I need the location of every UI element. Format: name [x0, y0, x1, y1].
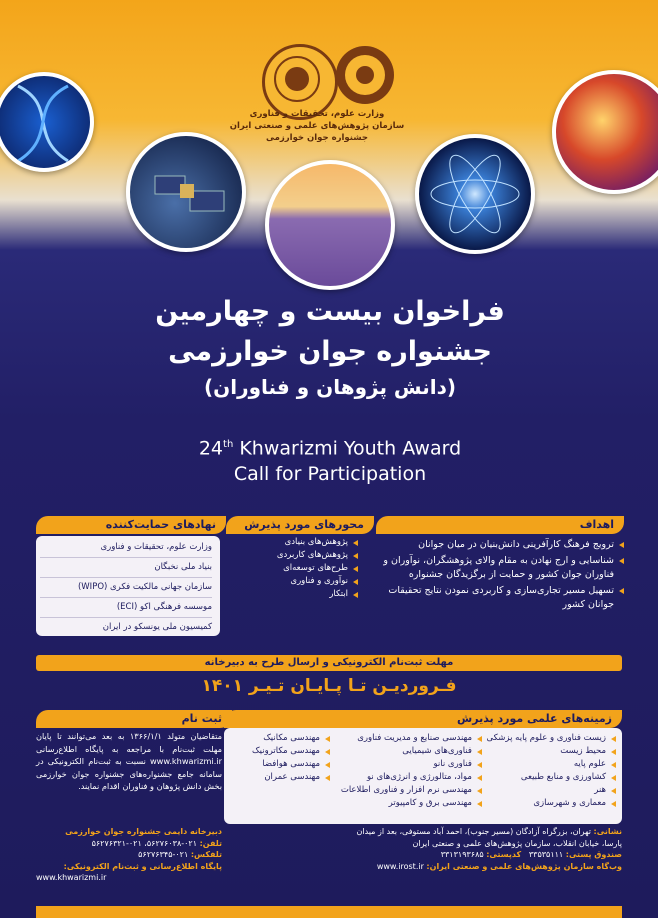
axis-item: پژوهش‌های کاربردی: [236, 549, 358, 562]
supporter-item: بنیاد ملی نخبگان: [40, 558, 212, 578]
field-item: زیست فناوری و علوم پایه پزشکی: [482, 732, 616, 745]
lavender-field-image: [265, 160, 395, 290]
field-item: مهندسی عمران: [230, 771, 330, 784]
field-item: هنر: [482, 784, 616, 797]
address-label: نشانی:: [593, 827, 622, 836]
fields-heading: زمینه‌های علمی مورد پذیرش: [224, 710, 622, 728]
registration-heading: ثبت نام: [36, 710, 232, 728]
title-en-line-2: Call for Participation: [233, 463, 427, 486]
postbox: ۳۳۵۳۵۱۱۱: [528, 850, 564, 859]
ministry-text: [228, 108, 406, 144]
title-en-sup: th: [223, 439, 234, 450]
deadline-label: مهلت ثبت‌نام الکترونیکی و ارسال طرح به دبیرخانه: [204, 657, 454, 668]
goal-item: تسهیل مسیر تجاری‌سازی و کاربردی نمودن نتایج تحقیقات جوانان کشور: [372, 584, 624, 612]
field-item: معماری و شهرسازی: [482, 797, 616, 810]
field-item: فناوری‌های شیمیایی: [330, 745, 482, 758]
fax: ۰۲۱-۵۶۲۷۶۳۴۵: [138, 850, 189, 859]
axis-item: طرح‌های توسعه‌ای: [236, 562, 358, 575]
ministry-line-2: سازمان پژوهش‌های علمی و صنعتی ایران: [229, 121, 405, 131]
title-block: [80, 292, 580, 402]
title-en-line-1: [80, 432, 580, 461]
axes-list: [236, 536, 358, 601]
goals-heading: اهداف: [376, 516, 624, 534]
supporter-item: موسسه فرهنگی اکو (ECI): [40, 598, 212, 618]
phone-label: تلفن:: [199, 838, 222, 848]
field-item: کشاورزی و منابع طبیعی: [482, 771, 616, 784]
title-en-num: 24: [198, 437, 224, 460]
supporter-item: وزارت علوم، تحقیقات و فناوری: [40, 538, 212, 558]
fax-label: تلفکس:: [190, 850, 222, 859]
portal-link[interactable]: www.khwarizmi.ir: [36, 873, 107, 882]
fields-col-1: [482, 732, 616, 810]
address: تهران، بزرگراه آزادگان (مسیر جنوب)، احمد آباد مستوفی، بعد از میدان پارسا، خیابان انقلاب، سازمان پژوهش‌های علمی و صنعتی ایران: [356, 827, 622, 848]
supporters-heading: نهادهای حمایت‌کننده: [36, 516, 226, 534]
deadline-date: فـروردیـن تـا پـایـان تـیـر ۱۴۰۱: [201, 676, 457, 696]
supporters-panel: [36, 536, 220, 636]
title-fa-line-3: (دانش پژوهان و فناوران): [204, 375, 456, 399]
fields-col-3: [230, 732, 330, 810]
field-item: محیط زیست: [482, 745, 616, 758]
secretariat-block: [36, 826, 222, 884]
fields-panel: [224, 728, 622, 824]
atom-image: [415, 134, 535, 254]
irost-link[interactable]: www.irost.ir: [376, 861, 424, 871]
secretariat-title: دبیرخانه دایمی جشنواره جوان خوارزمی: [65, 827, 222, 836]
goal-item: شناسایی و ارج نهادن به مقام والای پژوهشگران، نوآوران و فناوران جوان کشور و حمایت از برگزیدگان جشنواره: [372, 554, 624, 582]
site-label: وب‌گاه سازمان پژوهش‌های علمی و صنعتی ایران:: [426, 861, 622, 871]
deadline-bar: [36, 655, 622, 671]
bottom-strip: [36, 906, 622, 918]
dna-image: [0, 72, 94, 172]
title-en-block: [80, 432, 580, 487]
supporter-item: سازمان جهانی مالکیت فکری (WIPO): [40, 578, 212, 598]
portal-label: پایگاه اطلاع‌رسانی و ثبت‌نام الکترونیکی:: [63, 861, 222, 871]
ministry-line-3: جشنواره جوان خوارزمی: [266, 133, 368, 143]
field-item: مهندسی هوافضا: [230, 758, 330, 771]
contact-block: [350, 826, 622, 872]
field-item: مهندسی برق و کامپیوتر: [330, 797, 482, 810]
field-item: فناوری نانو: [330, 758, 482, 771]
field-item: علوم پایه: [482, 758, 616, 771]
satellite-image: [126, 132, 246, 252]
field-item: مهندسی مکانیک: [230, 732, 330, 745]
goal-item: ترویج فرهنگ کارآفرینی دانش‌بنیان در میان جوانان: [372, 538, 624, 552]
ministry-line-1: وزارت علوم، تحقیقات و فناوری: [249, 109, 385, 119]
field-item: مواد، متالورژی و انرژی‌های نو: [330, 771, 482, 784]
postcode-label: کدپستی:: [486, 850, 522, 859]
irost-logo: [336, 46, 394, 104]
axes-heading: محورهای مورد پذیرش: [226, 516, 374, 534]
phone: ۰۲۱-۵۶۲۷۶۰۳۸، ۰۲۱-۵۶۲۷۶۳۲۱: [91, 838, 198, 848]
field-item: مهندسی نرم افزار و فناوری اطلاعات: [330, 784, 482, 797]
postbox-label: صندوق پستی:: [565, 850, 622, 859]
field-item: مهندسی مکاترونیک: [230, 745, 330, 758]
mosque-interior-image: [552, 70, 658, 194]
goals-list: [372, 538, 624, 612]
postcode: ۳۳۱۳۱۹۳۶۸۵: [440, 850, 484, 859]
title-en-text: Khwarizmi Youth Award: [239, 437, 462, 460]
title-fa-line-2: جشنواره جوان خوارزمی: [168, 336, 492, 367]
supporter-item: کمیسیون ملی یونسکو در ایران: [102, 622, 212, 632]
axis-item: ابتکار: [236, 588, 358, 601]
title-fa-line-1: فراخوان بیست و چهارمین: [155, 296, 505, 327]
fields-col-2: [330, 732, 482, 810]
axis-item: پژوهش‌های بنیادی: [236, 536, 358, 549]
axis-item: نوآوری و فناوری: [236, 575, 358, 588]
registration-text: متقاضیان متولد ۱۳۶۶/۱/۱ به بعد می‌توانند تا پایان مهلت ثبت‌نام با مراجعه به پایگاه اطلاع‌رسانی www.khwarizmi.ir نسبت به ثبت‌نام الکترونیکی در سامانه جامع جشنواره‌های جشنواره جوان خوارزمی بخش دانش پژوهان و فناوران اقدام نمایند.: [36, 731, 222, 791]
field-item: مهندسی صنایع و مدیریت فناوری: [330, 732, 482, 745]
